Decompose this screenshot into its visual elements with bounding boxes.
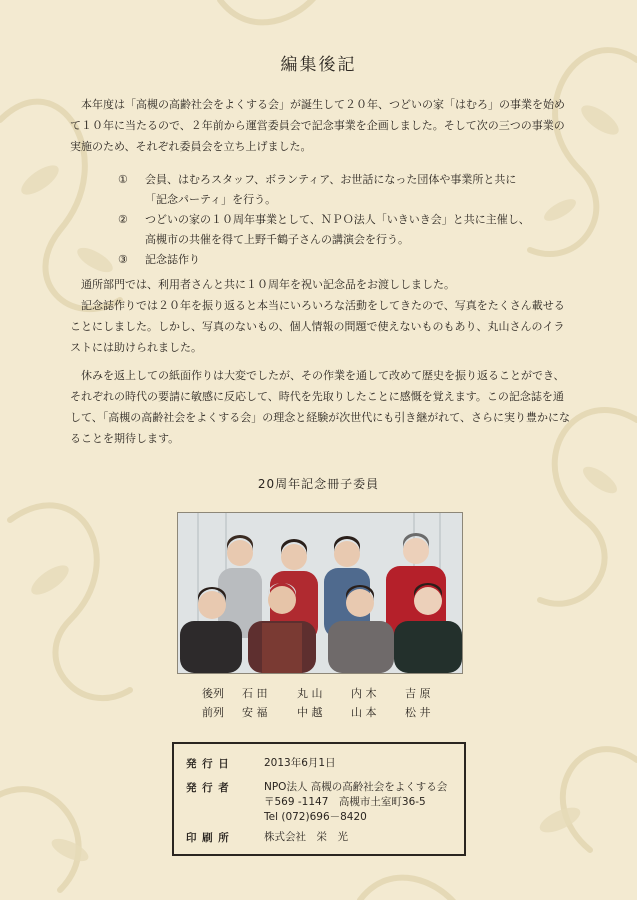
page-title: 編集後記 [280, 55, 357, 75]
list-number: ② [118, 213, 128, 226]
paragraph-intro: 本年度は「高槻の高齢社会をよくする会」が誕生して２０年、つどいの家「はむろ」の事業を始めて１０年に当たるので、２年前から運営委員会で記念事業を企画しました。そして次の三つの事業の実施のため、それぞれ委員会を立ち上げました。 [70, 98, 565, 153]
list-item: ② つどいの家の１０周年事業として、ＮＰＯ法人「いきいき会」と共に主催し、 高槻市の共催を得て上野千鶴子さんの講演会を行う。 [118, 210, 558, 250]
paragraph-memorial-book: 記念誌作りでは２０年を振り返ると本当にいろいろな活動をしてきたので、写真をたくさん載せることにしました。しかし、写真のないもの、個人情報の問題で使えないものもあり、丸山さんのイラストには助けられました。 [70, 299, 565, 354]
committee-heading: 20周年記念冊子委員 [257, 477, 380, 491]
committee-group-photo [177, 512, 463, 674]
colophon-box: 発 行 日 2013年6月1日 発 行 者 NPO法人 高槻の高齢社会をよくする会 〒569 -1147 高槻市土室町36-5 Tel (072)696－8420 印 刷 所 株式会社 栄 光 [172, 742, 466, 856]
paragraph-closing: 休みを返上しての紙面作りは大変でしたが、その作業を通して改めて歴史を振り返ることができ、それぞれの時代の要請に敏感に反応して、時代を先取りしたことに感慨を覚えます。この記念誌を通して、「高槻の高齢社会をよくする会」の理念と経験が次世代にも引き継がれて、さらに実り豊かになることを期待します。 [70, 369, 571, 445]
photo-caption [202, 684, 445, 722]
paragraph-day-service: 通所部門では、利用者さんと共に１０周年を祝い記念品をお渡ししました。 [81, 278, 455, 291]
event-list [118, 170, 558, 270]
list-item: ③ 記念誌作り [118, 250, 558, 270]
list-number: ③ [118, 253, 128, 266]
list-number: ① [118, 173, 128, 186]
caption-front-row: 前列 安 福 中 越 山 本 松 井 [202, 706, 431, 719]
caption-back-row: 後列 石 田 丸 山 内 木 吉 原 [202, 687, 431, 700]
list-item: ① 会員、はむろスタッフ、ボランティア、お世話になった団体や事業所と共に 「記念パーティ」を行う。 [118, 170, 558, 210]
